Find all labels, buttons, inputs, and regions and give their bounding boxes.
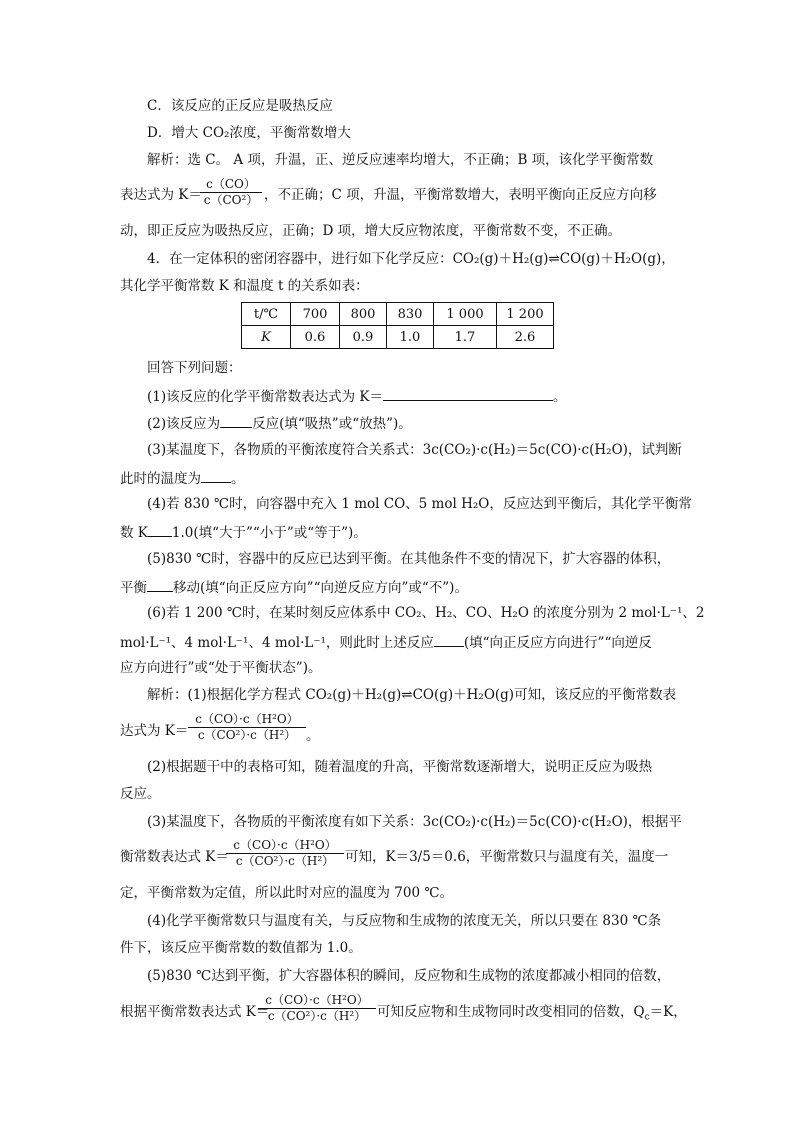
answer-blank	[148, 522, 172, 537]
solution-3: (3)某温度下，各物质的平衡浓度有如下关系：3c(CO₂)·c(H₂)＝5c(CO)·c(H₂O)，根据平	[147, 814, 682, 830]
fraction-denominator: c（CO²）·c（H²）	[235, 854, 335, 868]
table-cell: K	[242, 326, 291, 349]
question-6-end: 应方向进行”或“处于平衡状态”)。	[120, 660, 322, 676]
question-5-text: 平衡	[120, 580, 147, 596]
question-4-stem: 其化学平衡常数 K 和温度 t 的关系如表：	[120, 278, 369, 294]
solution-5-expression-label: 根据平衡常数表达式 K＝	[120, 1004, 270, 1020]
solution-5-text: 可知反应物和生成物同时改变相同的倍数，Q	[377, 1004, 645, 1020]
solution-5: (5)830 ℃达到平衡，扩大容器体积的瞬间，反应物和生成物的浓度都减小相同的倍数，	[147, 968, 671, 984]
question-6-mid: (填“向正反应方向进行”“向逆反	[463, 635, 652, 651]
answer-blank	[434, 632, 464, 647]
question-4-end: 1.0(填“大于”“小于”或“等于”)。	[171, 525, 367, 541]
question-5-end: 移动(填“向正反应方向”“向逆反应方向”或“不”)。	[173, 580, 468, 596]
question-6: (6)若 1 200 ℃时，在某时刻反应体系中 CO₂、H₂、CO、H₂O 的浓度分别为 2 mol·L⁻¹、2	[147, 605, 705, 621]
solution-1-end: 。	[306, 728, 320, 744]
question-3: (3)某温度下，各物质的平衡浓度符合关系式：3c(CO₂)·c(H₂)＝5c(CO)·c(H₂O)，试判断	[147, 442, 682, 458]
analysis-expression-label: 表达式为 K＝	[120, 187, 202, 203]
fraction-numerator: c（CO）	[206, 177, 256, 191]
fraction-k-4	[258, 993, 376, 1024]
question-4: (4)若 830 ℃时，向容器中充入 1 mol CO、5 mol H₂O，反应达到平衡后，其化学平衡常	[147, 496, 692, 512]
question-4-cont	[120, 522, 367, 542]
table-cell: 1 200	[497, 303, 554, 326]
fraction-denominator: c（CO²）·c（H²）	[267, 1009, 367, 1023]
solution-3-cont: 可知，K＝3/5＝0.6，平衡常数只与温度有关，温度一	[345, 849, 669, 865]
question-1	[147, 386, 567, 406]
question-6-cont	[120, 632, 652, 652]
table-cell: 700	[291, 303, 340, 326]
table-row	[242, 326, 554, 349]
fraction-k-1	[200, 177, 262, 208]
answer-blank	[383, 386, 553, 401]
subscript-c: c	[644, 1012, 650, 1023]
table-cell: 0.6	[291, 326, 340, 349]
solution-4-cont: 件下，该反应平衡常数的数值都为 1.0。	[120, 940, 362, 956]
question-2-text: (2)该反应为	[147, 416, 221, 432]
solution-5-end: ＝K，	[649, 1004, 687, 1020]
solution-3-expression-label: 衡常数表达式 K＝	[120, 849, 229, 865]
question-3-cont	[120, 468, 245, 488]
table-cell: 1 000	[434, 303, 497, 326]
fraction-denominator: c（CO²）·c（H²）	[197, 728, 297, 742]
question-5-cont	[120, 577, 468, 597]
option-c: C．该反应的正反应是吸热反应	[147, 98, 333, 114]
table-cell: 830	[387, 303, 434, 326]
answer-prompt: 回答下列问题：	[147, 360, 242, 376]
answer-blank	[220, 413, 252, 428]
question-3-text: 此时的温度为	[120, 471, 201, 487]
fraction-numerator: c（CO）·c（H²O）	[195, 712, 299, 726]
solution-1-expression-label: 达式为 K＝	[120, 723, 189, 739]
solution-4: (4)化学平衡常数只与温度有关，与反应物和生成物的浓度无关，所以只要在 830 ℃条	[147, 913, 662, 929]
table-cell: 800	[340, 303, 387, 326]
question-4-stem: 4．在一定体积的密闭容器中，进行如下化学反应：CO₂(g)＋H₂(g)⇌CO(g)＋H₂O(g)，	[147, 251, 675, 267]
question-1-text: (1)该反应的化学平衡常数表达式为 K＝	[147, 389, 383, 405]
answer-blank	[201, 468, 231, 483]
k-temperature-table	[241, 302, 554, 349]
question-5: (5)830 ℃时，容器中的反应已达到平衡。在其他条件不变的情况下，扩大容器的体积，	[147, 551, 671, 567]
fraction-denominator: c（CO²）	[203, 193, 259, 207]
question-4-text: 数 K	[120, 525, 148, 541]
question-2-end: 反应(填“吸热”或“放热”)。	[252, 416, 412, 432]
solution-1: 解析：(1)根据化学方程式 CO₂(g)＋H₂(g)⇌CO(g)＋H₂O(g)可知，该反应的平衡常数表	[147, 687, 677, 703]
question-1-end: 。	[553, 389, 567, 405]
question-2	[147, 413, 412, 433]
solution-3-end: 定，平衡常数为定值，所以此时对应的温度为 700 ℃。	[120, 885, 453, 901]
solution-5-cont	[377, 1003, 687, 1027]
table-cell: 1.0	[387, 326, 434, 349]
solution-2-cont: 反应。	[120, 786, 161, 802]
option-d: D．增大 CO₂浓度，平衡常数增大	[147, 125, 351, 141]
fraction-k-3	[226, 838, 344, 869]
table-cell: 1.7	[434, 326, 497, 349]
table-cell: 0.9	[340, 326, 387, 349]
table-header-row	[242, 303, 554, 326]
question-3-end: 。	[231, 471, 245, 487]
analysis-line: ，不正确；C 项，升温，平衡常数增大，表明平衡向正反应方向移	[264, 187, 657, 203]
fraction-numerator: c（CO）·c（H²O）	[233, 838, 337, 852]
table-cell: t/℃	[242, 303, 291, 326]
question-6-text: mol·L⁻¹、4 mol·L⁻¹、4 mol·L⁻¹，则此时上述反应	[120, 635, 434, 651]
analysis-line: 解析：选 C。 A 项，升温，正、逆反应速率均增大，不正确；B 项，该化学平衡常数	[147, 152, 654, 168]
fraction-numerator: c（CO）·c（H²O）	[265, 993, 369, 1007]
answer-blank	[147, 577, 173, 592]
analysis-line: 动，即正反应为吸热反应，正确；D 项，增大反应物浓度，平衡常数不变，不正确。	[120, 223, 622, 239]
solution-2: (2)根据题干中的表格可知，随着温度的升高，平衡常数逐渐增大，说明正反应为吸热	[147, 759, 653, 775]
fraction-k-2	[188, 712, 306, 743]
table-cell: 2.6	[497, 326, 554, 349]
